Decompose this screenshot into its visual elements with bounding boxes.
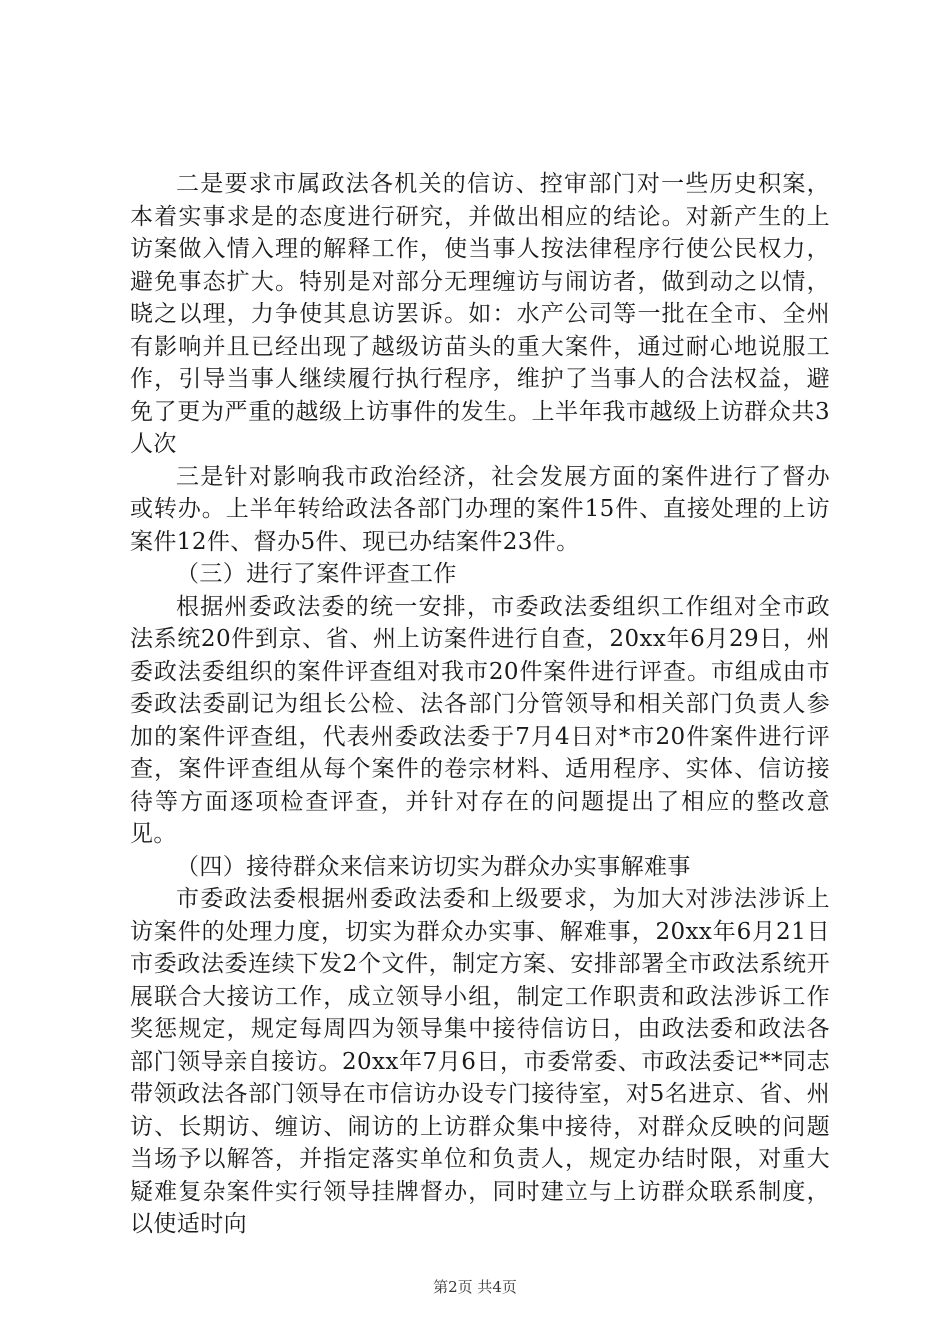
paragraph-case-review: 根据州委政法委的统一安排，市委政法委组织工作组对全市政法系统20件到京、省、州上访案件进行自查，20xx年6月29日，州委政法委组织的案件评查组对我市20件案件进行评查。市组成由市委政法委副记为组长公检、法各部门分管领导和相关部门负责人参加的案件评查组，代表州委政法委于7月4日对*市20件案件进行评查，案件评查组从每个案件的卷宗材料、适用程序、实体、信访接待等方面逐项检查评查，并针对存在的问题提出了相应的整改意见。 <box>130 593 830 847</box>
page-footer: 第2页 共4页 <box>433 1278 517 1296</box>
document-body <box>130 168 830 1241</box>
section-heading-4: （四）接待群众来信来访切实为群众办实事解难事 <box>176 853 691 880</box>
paragraph-reception: 市委政法委根据州委政法委和上级要求，为加大对涉法涉诉上访案件的处理力度，切实为群众办实事、解难事，20xx年6月21日市委政法委连续下发2个文件，制定方案、安排部署全市政法系统开展联合大接访工作，成立领导小组，制定工作职责和政法涉诉工作奖惩规定，规定每周四为领导集中接待信访日，由政法委和政法各部门领导亲自接访。20xx年7月6日，市委常委、市政法委记**同志带领政法各部门领导在市信访办设专门接待室，对5名进京、省、州访、长期访、缠访、闹访的上访群众集中接待，对群众反映的问题当场予以解答，并指定落实单位和负责人，规定办结时限，对重大疑难复杂案件实行领导挂牌督办，同时建立与上访群众联系制度，以使适时向 <box>130 886 830 1237</box>
paragraph-2: 二是要求市属政法各机关的信访、控审部门对一些历史积案，本着实事求是的态度进行研究，并做出相应的结论。对新产生的上访案做入情入理的解释工作，使当事人按法律程序行使公民权力，避免事态扩大。特别是对部分无理缠访与闹访者，做到动之以情，晓之以理，力争使其息访罢诉。如：水产公司等一批在全市、全州有影响并且已经出现了越级访苗头的重大案件，通过耐心地说服工作，引导当事人继续履行执行程序，维护了当事人的合法权益，避免了更为严重的越级上访事件的发生。上半年我市越级上访群众共3人次 <box>130 171 830 457</box>
section-heading-3: （三）进行了案件评查工作 <box>176 561 457 587</box>
paragraph-3: 三是针对影响我市政治经济，社会发展方面的案件进行了督办或转办。上半年转给政法各部门办理的案件15件、直接处理的上访案件12件、督办5件、现已办结案件23件。 <box>130 463 830 555</box>
